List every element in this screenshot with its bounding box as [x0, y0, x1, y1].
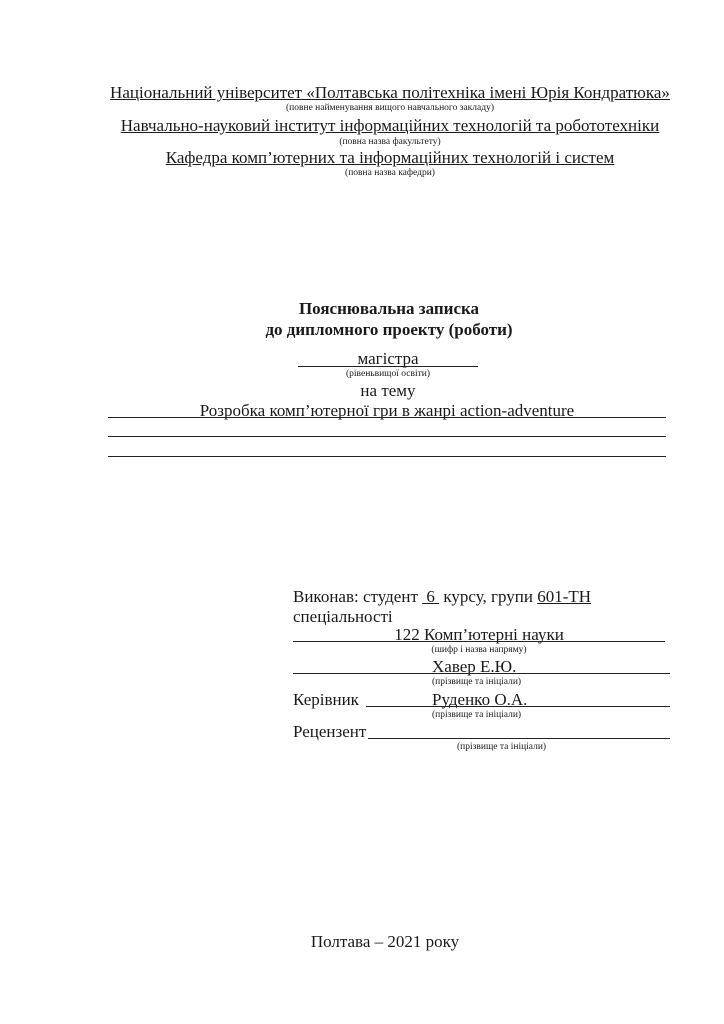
performed-by-row — [293, 587, 591, 607]
topic-underline-2 — [108, 436, 666, 437]
reviewer-caption: (прізвище та ініціали) — [457, 742, 547, 752]
city-year: Полтава – 2021 року — [310, 932, 460, 951]
university-caption: (повне найменування вищого навчального закладу) — [286, 103, 494, 113]
degree-caption: (рівеньвищої освіти) — [346, 369, 430, 379]
document-title: Пояснювальна записка — [298, 299, 480, 318]
reviewer-label: Рецензент — [293, 722, 367, 741]
degree-underline — [298, 366, 478, 367]
specialty-caption: (шифр і назва напряму) — [431, 645, 527, 655]
topic-underline-1 — [108, 417, 666, 418]
student-name-caption: (прізвище та ініціали) — [432, 677, 522, 687]
performed-label: Виконав: студент — [293, 587, 418, 606]
department-name: Кафедра комп’ютерних та інформаційних технологій і систем — [165, 148, 615, 167]
student-name: Хавер Е.Ю. — [432, 657, 517, 676]
supervisor-label: Керівник — [293, 690, 359, 709]
supervisor-underline — [366, 706, 670, 707]
reviewer-underline — [368, 738, 670, 739]
course-value: 6 — [426, 587, 435, 606]
degree-value: магістра — [357, 349, 419, 368]
specialty-underline — [293, 641, 665, 642]
group-value: 601-ТН — [537, 587, 592, 606]
supervisor-caption: (прізвище та ініціали) — [432, 710, 522, 720]
specialty-label: спеціальності — [293, 607, 393, 626]
university-name: Національний університет «Полтавська політехніка імені Юрія Кондратюка» — [110, 83, 670, 102]
department-caption: (повна назва кафедри) — [345, 168, 435, 178]
course-label: курсу, групи — [443, 587, 533, 606]
student-name-underline — [293, 673, 670, 674]
topic-label: на тему — [360, 381, 416, 400]
specialty-value: 122 Комп’ютерні науки — [394, 625, 564, 644]
topic-value: Розробка комп’ютерної гри в жанрі action-adventure — [199, 401, 575, 420]
document-subtitle: до дипломного проекту (роботи) — [265, 320, 513, 339]
topic-underline-3 — [108, 456, 666, 457]
supervisor-name: Руденко О.А. — [432, 690, 528, 709]
institute-caption: (повна назва факультету) — [339, 137, 441, 147]
institute-name: Навчально-науковий інститут інформаційних технологій та робототехніки — [120, 116, 660, 135]
